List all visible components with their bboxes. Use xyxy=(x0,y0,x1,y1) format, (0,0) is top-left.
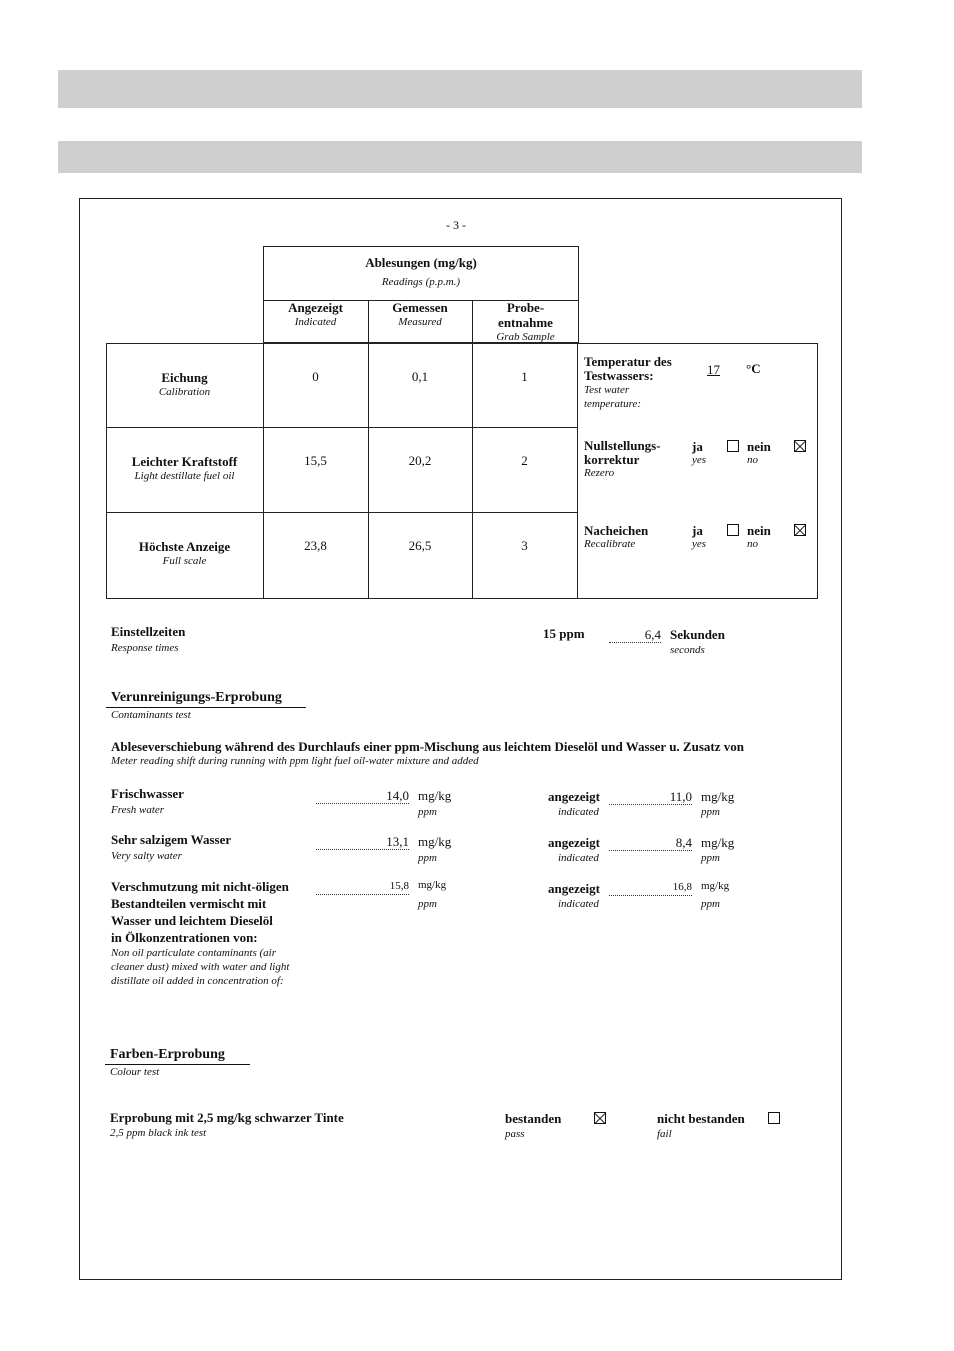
fresh-water-indicated-label: angezeigt xyxy=(548,789,600,804)
rezero-en: Rezero xyxy=(584,467,615,479)
row-full-scale-de: Höchste Anzeige xyxy=(138,539,231,554)
contaminants-intro-en: Meter reading shift during running with ppm light fuel oil-water mixture and added xyxy=(111,755,479,767)
particulate-unit-en: ppm xyxy=(418,898,437,910)
salty-water-indicated-label: angezeigt xyxy=(548,835,600,850)
temperature-value: 17 xyxy=(707,362,720,377)
pass-checkbox[interactable] xyxy=(594,1112,606,1124)
particulate-en-1: Non oil particulate contaminants (air xyxy=(111,947,276,959)
table-cell: 20,2 xyxy=(408,453,432,468)
col-measured-de: Gemessen xyxy=(392,300,448,315)
row-calibration-en: Calibration xyxy=(158,386,211,398)
rezero-label-2: korrektur xyxy=(584,452,640,467)
contaminants-intro: Ableseverschiebung während des Durchlaufs einer ppm-Mischung aus leichtem Dieselöl und Wasser u. Zusatz von xyxy=(111,739,744,754)
particulate-indicated-en: indicated xyxy=(558,898,599,910)
salty-water-label: Sehr salzigem Wasser xyxy=(111,832,232,847)
col-grab-de-1: Probe- xyxy=(506,300,545,315)
col-measured-en: Measured xyxy=(398,316,442,328)
colour-heading-en: Colour test xyxy=(110,1066,160,1078)
temperature-en-2: temperature: xyxy=(584,398,642,410)
fresh-water-indicated-unit-en: ppm xyxy=(701,806,720,818)
ink-test-label: Erprobung mit 2,5 mg/kg schwarzer Tinte xyxy=(110,1110,344,1125)
response-en: Response times xyxy=(111,642,179,654)
recalibrate-yes-checkbox[interactable] xyxy=(727,524,739,536)
table-cell: 1 xyxy=(521,369,528,384)
rezero-no-en: no xyxy=(747,454,758,466)
col-grab-en: Grab Sample xyxy=(496,331,555,343)
response-unit-en: seconds xyxy=(670,644,705,656)
particulate-unit: mg/kg xyxy=(418,879,447,891)
rezero-yes-checkbox[interactable] xyxy=(727,440,739,452)
rezero-label-1: Nullstellungs- xyxy=(584,438,661,453)
particulate-indicated-unit: mg/kg xyxy=(701,880,730,892)
fresh-water-en: Fresh water xyxy=(111,804,165,816)
temperature-label-2: Testwassers: xyxy=(584,368,654,383)
table-cell: 3 xyxy=(521,538,528,553)
particulate-label-2: Bestandteilen vermischt mit xyxy=(111,896,267,911)
recalibrate-yes-label: ja xyxy=(692,523,703,538)
col-indicated-en: Indicated xyxy=(294,316,337,328)
recalibrate-no-en: no xyxy=(747,538,758,550)
fresh-water-unit-en: ppm xyxy=(418,806,437,818)
particulate-indicated-label: angezeigt xyxy=(548,881,600,896)
rezero-no-checkbox[interactable] xyxy=(794,440,806,452)
fresh-water-unit: mg/kg xyxy=(418,788,452,803)
fresh-water-indicated-unit: mg/kg xyxy=(701,789,735,804)
particulate-en-2: cleaner dust) mixed with water and light xyxy=(111,961,290,973)
readings-subtitle: Readings (p.p.m.) xyxy=(381,276,461,288)
col-grab-de-2: entnahme xyxy=(498,315,553,330)
response-label: Einstellzeiten xyxy=(111,624,186,639)
fresh-water-indicated-value: 11,0 xyxy=(609,789,692,805)
row-full-scale-en: Full scale xyxy=(162,555,207,567)
recalibrate-label: Nacheichen xyxy=(584,523,649,538)
header-bar-top xyxy=(58,70,862,108)
fail-en: fail xyxy=(657,1128,672,1140)
salty-water-value: 13,1 xyxy=(316,834,409,850)
table-cell: 23,8 xyxy=(304,538,327,553)
table-cell: 26,5 xyxy=(408,538,432,553)
salty-water-unit: mg/kg xyxy=(418,834,452,849)
table-cell: 0,1 xyxy=(411,369,429,384)
recalibrate-yes-en: yes xyxy=(692,538,707,550)
salty-water-unit-en: ppm xyxy=(418,852,437,864)
pass-label: bestanden xyxy=(505,1111,562,1126)
salty-water-en: Very salty water xyxy=(111,850,182,862)
temperature-unit: °C xyxy=(746,361,761,376)
readings-title: Ablesungen (mg/kg) xyxy=(365,255,477,270)
salty-water-indicated-unit-en: ppm xyxy=(701,852,720,864)
rezero-yes-label: ja xyxy=(692,439,703,454)
fail-label: nicht bestanden xyxy=(657,1111,745,1126)
response-value: 6,4 xyxy=(609,627,661,643)
particulate-en-3: distillate oil added in concentration of: xyxy=(111,975,284,987)
response-unit: Sekunden xyxy=(670,627,725,642)
table-cell: 2 xyxy=(521,453,528,468)
contaminants-heading: Verunreinigungs-Erprobung xyxy=(111,690,282,705)
particulate-label-3: Wasser und leichtem Dieselöl xyxy=(111,913,273,928)
row-light-fuel-de: Leichter Kraftstoff xyxy=(131,454,238,469)
page-number: - 3 - xyxy=(446,218,466,232)
temperature-label-1: Temperatur des xyxy=(584,354,672,369)
row-calibration-de: Eichung xyxy=(161,370,208,385)
recalibrate-en: Recalibrate xyxy=(584,538,636,550)
salty-water-indicated-unit: mg/kg xyxy=(701,835,735,850)
particulate-indicated-value: 16,8 xyxy=(609,880,692,896)
salty-water-indicated-value: 8,4 xyxy=(609,835,692,851)
ink-test-en: 2,5 ppm black ink test xyxy=(110,1127,207,1139)
rezero-yes-en: yes xyxy=(692,454,707,466)
fresh-water-value: 14,0 xyxy=(316,788,409,804)
contaminants-heading-en: Contaminants test xyxy=(111,709,191,721)
response-ppm-label: 15 ppm xyxy=(543,626,585,641)
table-cell: 0 xyxy=(312,369,319,384)
colour-heading: Farben-Erprobung xyxy=(110,1047,225,1062)
pass-en: pass xyxy=(505,1128,525,1140)
particulate-label-1: Verschmutzung mit nicht-öligen xyxy=(111,879,289,894)
fresh-water-label: Frischwasser xyxy=(111,786,184,801)
rezero-no-label: nein xyxy=(747,439,771,454)
fail-checkbox[interactable] xyxy=(768,1112,780,1124)
particulate-label-4: in Ölkonzentrationen von: xyxy=(111,930,258,945)
row-light-fuel-en: Light destillate fuel oil xyxy=(134,470,235,482)
recalibrate-no-label: nein xyxy=(747,523,771,538)
col-indicated-de: Angezeigt xyxy=(288,300,343,315)
salty-water-indicated-en: indicated xyxy=(558,852,599,864)
temperature-en-1: Test water xyxy=(584,384,630,396)
header-bar-second xyxy=(58,141,862,173)
particulate-value: 15,8 xyxy=(316,879,409,895)
table-cell: 15,5 xyxy=(304,453,327,468)
recalibrate-no-checkbox[interactable] xyxy=(794,524,806,536)
particulate-indicated-unit-en: ppm xyxy=(701,898,720,910)
fresh-water-indicated-en: indicated xyxy=(558,806,599,818)
